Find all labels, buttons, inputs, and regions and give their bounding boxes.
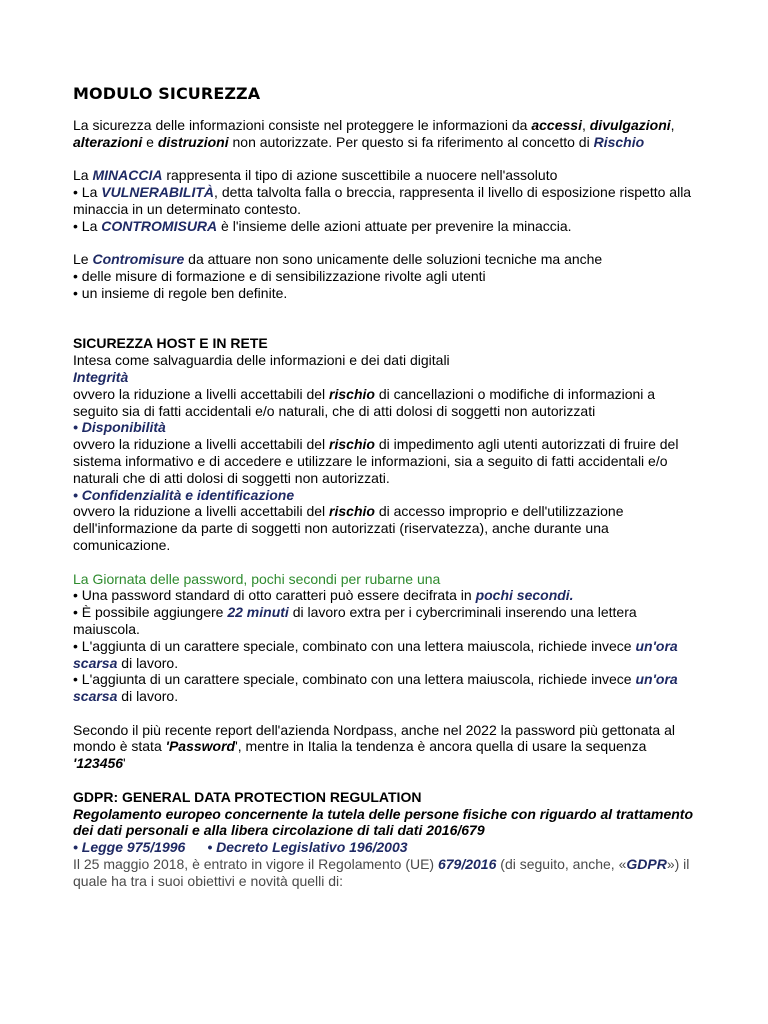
comma: ,: [581, 117, 590, 133]
bullet-misure: • delle misure di formazione e di sensibilizzazione rivolte agli utenti: [73, 268, 486, 285]
text: La: [73, 167, 93, 184]
gdpr-paragraph: [73, 856, 696, 890]
host-intro: Intesa come salvaguardia delle informazioni e dei dati digitali: [73, 352, 450, 369]
comma: ,: [670, 117, 675, 133]
text: di accesso improprio e dell'utilizzazione dell'informazione da parte di soggetti non autorizzati (riservatezza), anche durante una comunicazione.: [73, 503, 624, 553]
integrita-text: [73, 386, 696, 420]
kw-ora-scarsa: un'ora scarsa: [73, 637, 678, 671]
text: di lavoro.: [117, 688, 179, 705]
gdpr-laws: [73, 839, 696, 856]
gdpr-subtitle: Regolamento europeo concernente la tutela delle persone fisiche con riguardo al trattamento dei dati personali e alla libera circolazione di tali dati 2016/679: [73, 805, 694, 839]
disponibilita-label: • Disponibilità: [73, 419, 166, 436]
text: da attuare non sono unicamente delle soluzioni tecniche ma anche: [184, 251, 603, 268]
gdpr-heading: GDPR: GENERAL DATA PROTECTION REGULATION: [73, 788, 422, 805]
disponibilita-text: [73, 436, 696, 486]
intro-paragraph: [73, 117, 696, 151]
kw-22-minuti: 22 minuti: [227, 604, 289, 621]
legge-975-1996: • Legge 975/1996: [73, 839, 186, 856]
text: • L'aggiunta di un carattere speciale, combinato con una lettera maiuscola, richiede invece: [73, 671, 636, 688]
kw-contromisure: Contromisure: [92, 251, 185, 268]
kw-pochi-secondi: pochi secondi.: [475, 587, 574, 604]
kw-rischio: rischio: [329, 385, 375, 402]
minaccia-line: [73, 167, 696, 184]
bullet-regole: • un insieme di regole ben definite.: [73, 284, 288, 301]
intro-text-a: La sicurezza delle informazioni consiste nel proteggere le informazioni da: [73, 117, 532, 133]
password-heading: La Giornata delle password, pochi secondi per rubarne una: [73, 570, 441, 587]
integrita-label: Integrità: [73, 368, 129, 385]
host-heading: SICUREZZA HOST E IN RETE: [73, 335, 268, 352]
kw-distruzioni: distruzioni: [157, 133, 229, 150]
contromisura-line: [73, 218, 696, 235]
text: rappresenta il tipo di azione suscettibile a nuocere nell'assoluto: [162, 167, 558, 184]
text: di lavoro extra per i cybercriminali inserendo una lettera maiuscola.: [73, 604, 637, 637]
text: di impedimento agli utenti autorizzati di fruire del sistema informativo e di accedere e utilizzare le informazioni, sia a seguito di fatti accidentali e/o naturali che di atti dolosi di soggetti non autorizzati.: [73, 436, 679, 486]
kw-gdpr: GDPR: [626, 856, 667, 873]
text: di cancellazioni o modifiche di informazioni a seguito sia di fatti accidentali e/o naturali, che di atti dolosi di soggetti non autorizzati: [73, 385, 656, 419]
text: • È possibile aggiungere: [73, 604, 228, 621]
password-bullet-4: [73, 671, 696, 705]
text: ', mentre in Italia la tendenza è ancora quella di usare la sequenza: [235, 738, 647, 755]
kw-accessi: accessi: [531, 117, 582, 133]
confidenzialita-label: • Confidenzialità e identificazione: [73, 486, 295, 503]
kw-rischio: Rischio: [593, 133, 645, 150]
text: ': [123, 755, 126, 772]
report-paragraph: [73, 722, 696, 772]
text: ovvero la riduzione a livelli accettabili del: [73, 436, 330, 453]
text: ») il quale ha tra i suoi obiettivi e novità quelli di:: [73, 856, 690, 889]
text: • L'aggiunta di un carattere speciale, combinato con una lettera maiuscola, richiede invece: [73, 637, 636, 654]
kw-password: 'Password: [165, 738, 236, 755]
text: di lavoro.: [117, 654, 179, 671]
contromisure-line: [73, 251, 696, 268]
kw-679-2016: 679/2016: [437, 856, 497, 873]
text: Secondo il più recente report dell'azienda Nordpass, anche nel 2022 la password più gettonata al mondo è stata: [73, 721, 675, 755]
vulnerabilita-line: [73, 184, 696, 218]
text: Le: [73, 251, 93, 268]
password-bullet-2: [73, 604, 696, 638]
text: ovvero la riduzione a livelli accettabili del: [73, 385, 330, 402]
kw-rischio: rischio: [329, 503, 375, 520]
text: ovvero la riduzione a livelli accettabili del: [73, 503, 330, 520]
decreto-196-2003: • Decreto Legislativo 196/2003: [207, 839, 408, 856]
text: , detta talvolta falla o breccia, rappresenta il livello di esposizione rispetto alla minaccia in un determinato contesto.: [73, 184, 692, 217]
password-bullet-3: [73, 638, 696, 672]
kw-alterazioni: alterazioni: [73, 133, 143, 150]
text: • La: [73, 184, 102, 201]
kw-rischio: rischio: [329, 436, 375, 453]
kw-contromisura: CONTROMISURA: [101, 217, 218, 234]
kw-divulgazioni: divulgazioni: [589, 117, 671, 133]
intro-text-b: non autorizzate. Per questo si fa riferimento al concetto di: [228, 133, 594, 150]
text: • Una password standard di otto caratteri può essere decifrata in: [73, 587, 476, 604]
text: (di seguito, anche, «: [496, 856, 627, 873]
password-bullet-1: [73, 587, 696, 604]
text: è l'insieme delle azioni attuate per prevenire la minaccia.: [217, 217, 572, 234]
kw-ora-scarsa: un'ora scarsa: [73, 671, 678, 705]
kw-minaccia: MINACCIA: [92, 167, 163, 184]
conj-e: e: [142, 133, 158, 150]
kw-123456: '123456: [73, 755, 124, 772]
text: Il 25 maggio 2018, è entrato in vigore il Regolamento (UE): [73, 856, 438, 873]
page-title: MODULO SICUREZZA: [73, 84, 261, 103]
confidenzialita-text: [73, 503, 696, 553]
kw-vulnerabilita: VULNERABILITÀ: [101, 184, 215, 201]
text: • La: [73, 217, 102, 234]
